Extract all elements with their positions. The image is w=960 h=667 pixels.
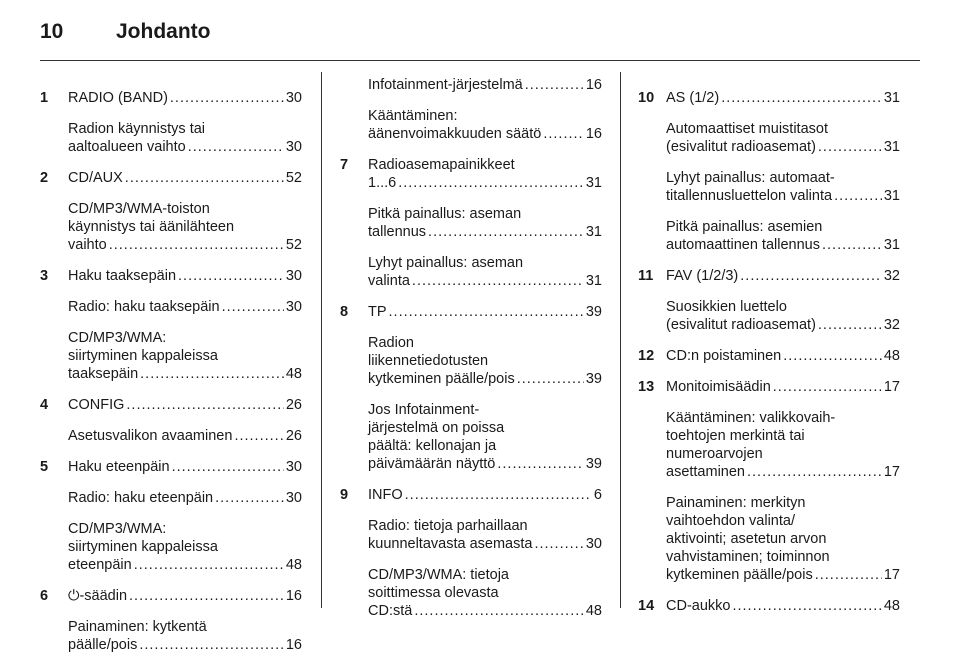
entry-item (666, 597, 900, 615)
dot-leader (414, 602, 584, 620)
page-header (40, 18, 920, 58)
page-reference: 30 (285, 268, 302, 284)
page-reference: 32 (883, 317, 900, 333)
entry-leader-line (666, 236, 900, 254)
header-rule (40, 60, 920, 61)
entry-leader-line (68, 365, 302, 383)
page-reference: 17 (883, 379, 900, 395)
entry-leader-line (368, 370, 602, 388)
entry-text-line: Kääntäminen: (368, 108, 458, 124)
entry-leader-line (368, 272, 602, 290)
entry-number: 12 (638, 348, 655, 364)
entry-label: eteenpäin (68, 557, 132, 573)
entry-text-line: Automaattiset muistitasot (666, 121, 828, 137)
page-reference: 48 (585, 603, 602, 619)
dot-leader (222, 298, 284, 316)
dot-leader (834, 187, 882, 205)
page-reference: 31 (585, 175, 602, 191)
entry-item (68, 396, 302, 414)
entry-label: FAV (1/2/3) (666, 268, 739, 284)
entry-item (68, 618, 302, 654)
page-reference: 48 (285, 557, 302, 573)
entry-leader-line (68, 427, 302, 445)
page-reference: 30 (285, 490, 302, 506)
page-reference: 30 (585, 536, 602, 552)
entry-text-line: CD/MP3/WMA: (68, 521, 167, 537)
page-reference: 31 (883, 188, 900, 204)
entry-label: Haku taaksepäin (68, 268, 177, 284)
entry-leader-line (666, 347, 900, 365)
dot-leader (783, 347, 882, 365)
entry-label: (esivalitut radioasemat) (666, 139, 816, 155)
entry-text-line: siirtyminen kappaleissa (68, 348, 218, 364)
entry-leader-line (368, 174, 602, 192)
entry-item (68, 169, 302, 187)
dot-leader (140, 365, 284, 383)
entry-item (368, 205, 602, 241)
entry-item (368, 566, 602, 620)
entry-label: Asetusvalikon avaaminen (68, 428, 233, 444)
entry-text-line: numeroarvojen (666, 446, 763, 462)
page-title: Johdanto (116, 20, 211, 43)
index-column-2 (340, 76, 602, 633)
dot-leader (815, 566, 882, 584)
dot-leader (525, 76, 584, 94)
entry-number: 14 (638, 598, 655, 614)
dot-leader (172, 458, 284, 476)
entry-item (666, 347, 900, 365)
entry-text-line: CD/MP3/WMA: tietoja (368, 567, 509, 583)
entry-text-line: siirtyminen kappaleissa (68, 539, 218, 555)
entry-label: vaihto (68, 237, 107, 253)
page-reference: 16 (585, 126, 602, 142)
entry-label: CD-aukko (666, 598, 731, 614)
entry-label: asettaminen (666, 464, 745, 480)
entry-label: RADIO (BAND) (68, 90, 168, 106)
page-reference: 52 (285, 170, 302, 186)
entry-leader-line (666, 187, 900, 205)
entry-leader-line (68, 138, 302, 156)
entry-label: Infotainment-järjestelmä (368, 77, 523, 93)
entry-item (666, 494, 900, 584)
column-divider (321, 72, 322, 608)
dot-leader (234, 427, 283, 445)
dot-leader (818, 316, 882, 334)
index-entry (638, 378, 900, 584)
page-reference: 31 (585, 273, 602, 289)
entry-item (68, 200, 302, 254)
entry-number: 1 (40, 90, 49, 106)
index-entry (40, 89, 302, 156)
entry-leader-line (666, 316, 900, 334)
entry-text-line: järjestelmä on poissa (368, 420, 505, 436)
entry-leader-line (68, 298, 302, 316)
entry-item (368, 254, 602, 290)
entry-label: Monitoimisäädin (666, 379, 771, 395)
entry-text-line: CD/MP3/WMA-toiston (68, 201, 210, 217)
dot-leader (412, 272, 584, 290)
entry-text-line: liikennetiedotusten (368, 353, 489, 369)
entry-item (68, 89, 302, 107)
entry-number: 4 (40, 397, 49, 413)
entry-number: 6 (40, 588, 49, 604)
entry-label: taaksepäin (68, 366, 139, 382)
entry-label: kuunneltavasta asemasta (368, 536, 533, 552)
page-reference: 30 (285, 459, 302, 475)
dot-leader (732, 597, 881, 615)
dot-leader (389, 303, 584, 321)
entry-label: Radio: haku taaksepäin (68, 299, 220, 315)
entry-leader-line (368, 486, 602, 504)
entry-item (666, 409, 900, 481)
entry-label: ⏻-säädin (68, 588, 128, 604)
entry-item (368, 334, 602, 388)
entry-text-line: Painaminen: merkityn (666, 495, 806, 511)
page-reference: 32 (883, 268, 900, 284)
entry-leader-line (368, 455, 602, 473)
entry-item (666, 169, 900, 205)
entry-text-line: aktivointi; asetetun arvon (666, 531, 827, 547)
entry-leader-line (368, 602, 602, 620)
dot-leader (129, 587, 284, 605)
entry-number: 9 (340, 487, 349, 503)
dot-leader (134, 556, 284, 574)
entry-leader-line (368, 76, 602, 94)
entry-label: automaattinen tallennus (666, 237, 820, 253)
entry-text-line: soittimessa olevasta (368, 585, 499, 601)
entry-item (666, 267, 900, 285)
entry-item (68, 267, 302, 285)
entry-leader-line (666, 463, 900, 481)
dot-leader (126, 396, 283, 414)
dot-leader (178, 267, 284, 285)
dot-leader (109, 236, 284, 254)
dot-leader (215, 489, 284, 507)
entry-number: 10 (638, 90, 655, 106)
entry-label: CD:stä (368, 603, 413, 619)
entry-number: 5 (40, 459, 49, 475)
entry-label: 1...6 (368, 175, 397, 191)
entry-leader-line (68, 587, 302, 605)
entry-leader-line (68, 458, 302, 476)
index-entry (638, 267, 900, 334)
dot-leader (428, 223, 584, 241)
entry-leader-line (666, 89, 900, 107)
page-reference: 39 (585, 304, 602, 320)
entry-label: TP (368, 304, 387, 320)
index-entry (340, 303, 602, 473)
dot-leader (497, 455, 584, 473)
page-reference: 48 (883, 348, 900, 364)
entry-item (666, 218, 900, 254)
entry-number: 13 (638, 379, 655, 395)
entry-label: CD:n poistaminen (666, 348, 782, 364)
entry-number: 8 (340, 304, 349, 320)
index-entry (40, 587, 302, 654)
index-entry (40, 169, 302, 254)
page-reference: 31 (883, 237, 900, 253)
entry-label: kytkeminen päälle/pois (666, 567, 813, 583)
entry-label: päivämäärän näyttö (368, 456, 496, 472)
entry-item (368, 517, 602, 553)
entry-label: AS (1/2) (666, 90, 720, 106)
entry-item (68, 329, 302, 383)
entry-item (666, 120, 900, 156)
entry-text-line: vaihtoehdon valinta/ (666, 513, 795, 529)
entry-item (68, 298, 302, 316)
entry-item (368, 303, 602, 321)
dot-leader (721, 89, 882, 107)
entry-item (368, 76, 602, 94)
page-number: 10 (40, 20, 64, 43)
entry-label: Haku eteenpäin (68, 459, 170, 475)
dot-leader (139, 636, 284, 654)
index-entry (638, 347, 900, 365)
entry-text-line: Jos Infotainment- (368, 402, 480, 418)
entry-leader-line (368, 303, 602, 321)
column-divider (620, 72, 621, 608)
index-entry (340, 76, 602, 143)
dot-leader (517, 370, 584, 388)
entry-item (68, 120, 302, 156)
entry-number: 7 (340, 157, 349, 173)
entry-label: Radio: haku eteenpäin (68, 490, 214, 506)
entry-item (666, 298, 900, 334)
entry-leader-line (68, 267, 302, 285)
index-entry (40, 267, 302, 383)
entry-leader-line (68, 89, 302, 107)
dot-leader (170, 89, 284, 107)
dot-leader (747, 463, 882, 481)
page-reference: 52 (285, 237, 302, 253)
entry-label: INFO (368, 487, 403, 503)
page-reference: 31 (585, 224, 602, 240)
entry-leader-line (666, 597, 900, 615)
index-entry (638, 89, 900, 254)
entry-text-line: Suosikkien luettelo (666, 299, 787, 315)
entry-leader-line (68, 169, 302, 187)
index-column-3 (638, 76, 900, 628)
entry-number: 11 (638, 268, 654, 284)
dot-leader (405, 486, 592, 504)
dot-leader (822, 236, 882, 254)
page-reference: 31 (883, 139, 900, 155)
entry-label: kytkeminen päälle/pois (368, 371, 515, 387)
page-reference: 16 (285, 637, 302, 653)
entry-label: titallennusluettelon valinta (666, 188, 833, 204)
page-reference: 39 (585, 456, 602, 472)
entry-text-line: Radion käynnistys tai (68, 121, 206, 137)
entry-item (666, 89, 900, 107)
page-reference: 30 (285, 299, 302, 315)
dot-leader (398, 174, 584, 192)
entry-text-line: Pitkä painallus: aseman (368, 206, 522, 222)
entry-number: 2 (40, 170, 49, 186)
entry-leader-line (68, 236, 302, 254)
page-reference: 39 (585, 371, 602, 387)
entry-leader-line (666, 566, 900, 584)
entry-item (68, 458, 302, 476)
dot-leader (534, 535, 583, 553)
entry-text-line: Radioasemapainikkeet (368, 157, 515, 173)
dot-leader (543, 125, 584, 143)
entry-label: (esivalitut radioasemat) (666, 317, 816, 333)
entry-text-line: Painaminen: kytkentä (68, 619, 207, 635)
entry-label: päälle/pois (68, 637, 138, 653)
page-reference: 30 (285, 90, 302, 106)
page-reference: 17 (883, 464, 900, 480)
entry-text-line: päältä: kellonajan ja (368, 438, 497, 454)
entry-item (666, 378, 900, 396)
index-entry (40, 458, 302, 574)
index-entry (40, 396, 302, 445)
entry-label: valinta (368, 273, 410, 289)
page-reference: 48 (883, 598, 900, 614)
dot-leader (773, 378, 882, 396)
page-reference: 26 (285, 428, 302, 444)
entry-item (68, 427, 302, 445)
entry-item (368, 107, 602, 143)
entry-label: CD/AUX (68, 170, 123, 186)
entry-leader-line (368, 223, 602, 241)
entry-label: aaltoalueen vaihto (68, 139, 186, 155)
entry-leader-line (68, 396, 302, 414)
index-column-1 (40, 76, 302, 667)
dot-leader (740, 267, 882, 285)
dot-leader (818, 138, 882, 156)
entry-text-line: toehtojen merkintä tai (666, 428, 805, 444)
page-reference: 31 (883, 90, 900, 106)
entry-item (68, 587, 302, 605)
entry-text-line: Radio: tietoja parhaillaan (368, 518, 528, 534)
entry-item (68, 520, 302, 574)
page-reference: 26 (285, 397, 302, 413)
entry-number: 3 (40, 268, 49, 284)
entry-text-line: vahvistaminen; toiminnon (666, 549, 830, 565)
entry-label: CONFIG (68, 397, 125, 413)
entry-item (68, 489, 302, 507)
entry-item (368, 486, 602, 504)
page-reference: 48 (285, 366, 302, 382)
entry-text-line: Pitkä painallus: asemien (666, 219, 823, 235)
page-reference: 17 (883, 567, 900, 583)
entry-leader-line (368, 125, 602, 143)
entry-text-line: Lyhyt painallus: automaat- (666, 170, 835, 186)
entry-text-line: Radion (368, 335, 414, 351)
page-reference: 30 (285, 139, 302, 155)
entry-text-line: CD/MP3/WMA: (68, 330, 167, 346)
entry-leader-line (666, 138, 900, 156)
entry-item (368, 401, 602, 473)
entry-leader-line (368, 535, 602, 553)
dot-leader (125, 169, 284, 187)
page-reference: 16 (585, 77, 602, 93)
entry-leader-line (68, 556, 302, 574)
entry-leader-line (68, 489, 302, 507)
entry-label: äänenvoimakkuuden säätö (368, 126, 542, 142)
dot-leader (188, 138, 284, 156)
page-reference: 6 (593, 487, 602, 503)
index-entry (340, 486, 602, 620)
page-reference: 16 (285, 588, 302, 604)
index-entry (638, 597, 900, 615)
entry-label: tallennus (368, 224, 427, 240)
entry-item (368, 156, 602, 192)
entry-leader-line (68, 636, 302, 654)
entry-leader-line (666, 267, 900, 285)
entry-text-line: Kääntäminen: valikkovaih- (666, 410, 836, 426)
entry-text-line: käynnistys tai äänilähteen (68, 219, 235, 235)
entry-text-line: Lyhyt painallus: aseman (368, 255, 524, 271)
entry-leader-line (666, 378, 900, 396)
index-entry (340, 156, 602, 290)
